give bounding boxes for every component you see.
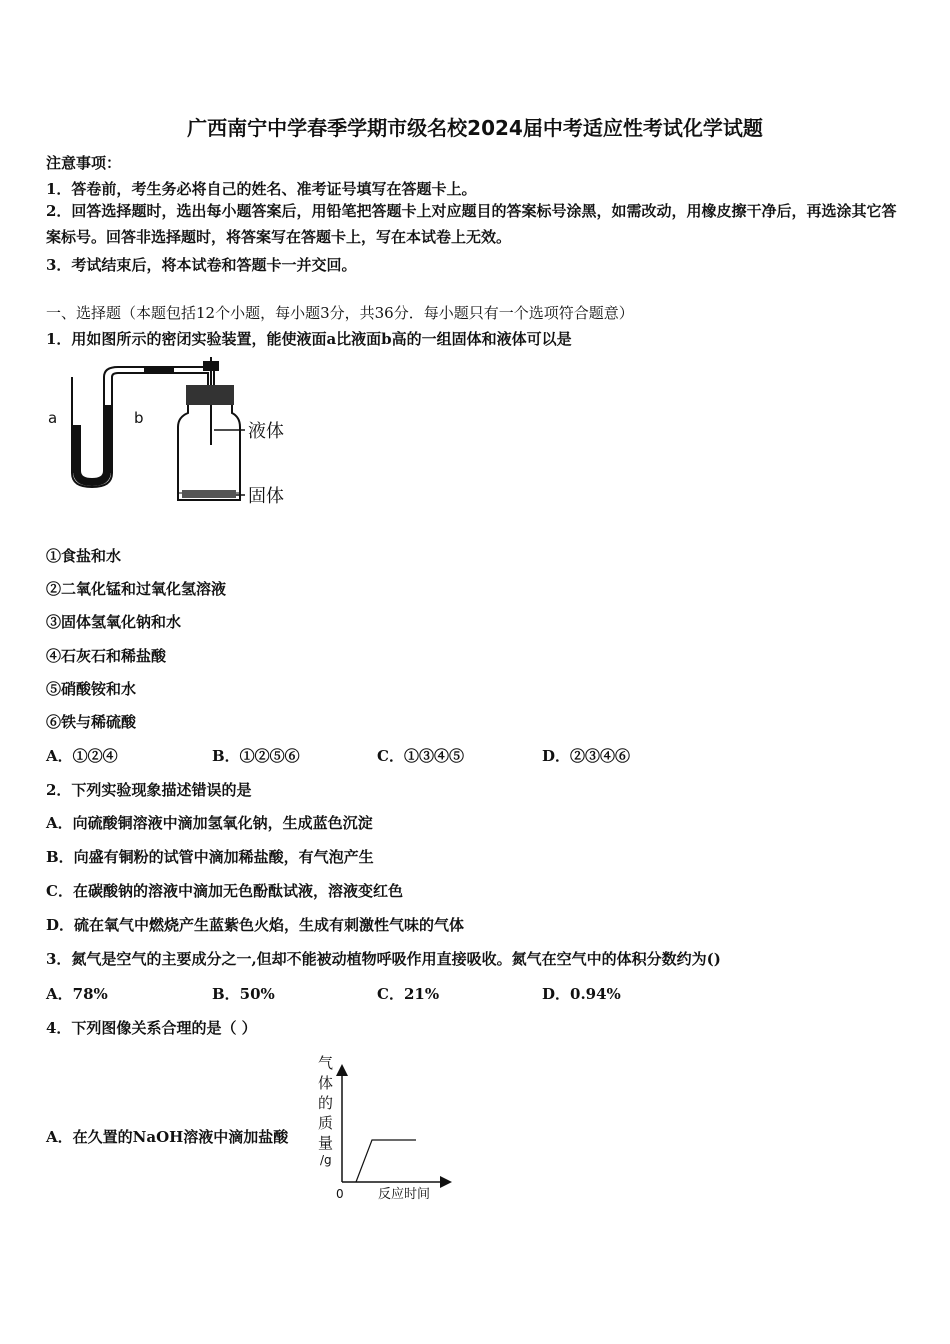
ylabel-char-2: 体 [318,1074,334,1092]
label-solid: 固体 [248,486,284,507]
q2-option-d: D．硫在氧气中燃烧产生蓝紫色火焰，生成有刺激性气味的气体 [46,916,465,934]
q3-option-b: B．50% [212,985,275,1003]
notice-item-3: 3．考试结束后，将本试卷和答题卡一并交回。 [46,256,357,274]
q1-apparatus-figure [40,355,310,515]
notice-item-2: 2．回答选择题时，选出每小题答案后，用铅笔把答题卡上对应题目的答案标号涂黑，如需改动，用橡皮擦干净后，再选涂其它答案标号。回答非选择题时，将答案写在答题卡上，写在本试卷上无效。 [46,202,897,246]
q2-option-c: C．在碳酸钠的溶液中滴加无色酚酞试液，溶液变红色 [46,882,403,900]
q2-option-a: A．向硫酸铜溶液中滴加氢氧化钠，生成蓝色沉淀 [46,814,373,832]
q3-option-d: D．0.94% [542,985,621,1003]
q1-item-4: ④石灰石和稀盐酸 [46,647,167,665]
notice-item-1: 1．答卷前，考生务必将自己的姓名、准考证号填写在答题卡上。 [46,180,477,198]
q1-item-5: ⑤硝酸铵和水 [46,680,137,698]
ylabel-char-5: 量 [318,1134,334,1152]
label-b: b [134,409,144,427]
q1-option-d: D．②③④⑥ [542,747,631,765]
q3-stem: 3．氮气是空气的主要成分之一,但却不能被动植物呼吸作用直接吸收。氮气在空气中的体积分数约为() [46,950,721,968]
ylabel-unit: /g [320,1153,332,1167]
q4-graph-curve [356,1140,416,1182]
ylabel-char-3: 的 [318,1094,334,1112]
exam-title: 广西南宁中学春季学期市级名校2024届中考适应性考试化学试题 [187,116,763,140]
label-a: a [48,409,58,427]
q1-item-6: ⑥铁与稀硫酸 [46,713,137,731]
q1-option-c: C．①③④⑤ [377,747,464,765]
q4-stem: 4．下列图像关系合理的是（ ） [46,1019,257,1037]
q1-item-1: ①食盐和水 [46,547,122,565]
q1-option-a: A．①②④ [46,747,118,765]
q3-option-a: A．78% [46,985,108,1003]
label-liquid: 液体 [248,421,284,442]
q3-option-c: C．21% [377,985,440,1003]
q1-stem: 1．用如图所示的密闭实验装置，能使液面a比液面b高的一组固体和液体可以是 [46,330,572,348]
q4-graph [314,1050,464,1205]
origin-label: 0 [336,1187,344,1201]
ylabel-char-4: 质 [318,1114,334,1132]
q2-option-b: B．向盛有铜粉的试管中滴加稀盐酸，有气泡产生 [46,848,374,866]
section-heading: 一、选择题（本题包括12个小题，每小题3分，共36分．每小题只有一个选项符合题意） [46,304,634,322]
q1-option-b: B．①②⑤⑥ [212,747,300,765]
q1-item-3: ③固体氢氧化钠和水 [46,613,182,631]
ylabel-char-1: 气 [318,1054,334,1072]
q1-item-2: ②二氧化锰和过氧化氢溶液 [46,580,227,598]
notice-heading: 注意事项： [46,154,122,172]
q4-option-a: A．在久置的NaOH溶液中滴加盐酸 [46,1128,289,1146]
xlabel: 反应时间 [378,1187,431,1202]
q2-stem: 2．下列实验现象描述错误的是 [46,781,252,799]
